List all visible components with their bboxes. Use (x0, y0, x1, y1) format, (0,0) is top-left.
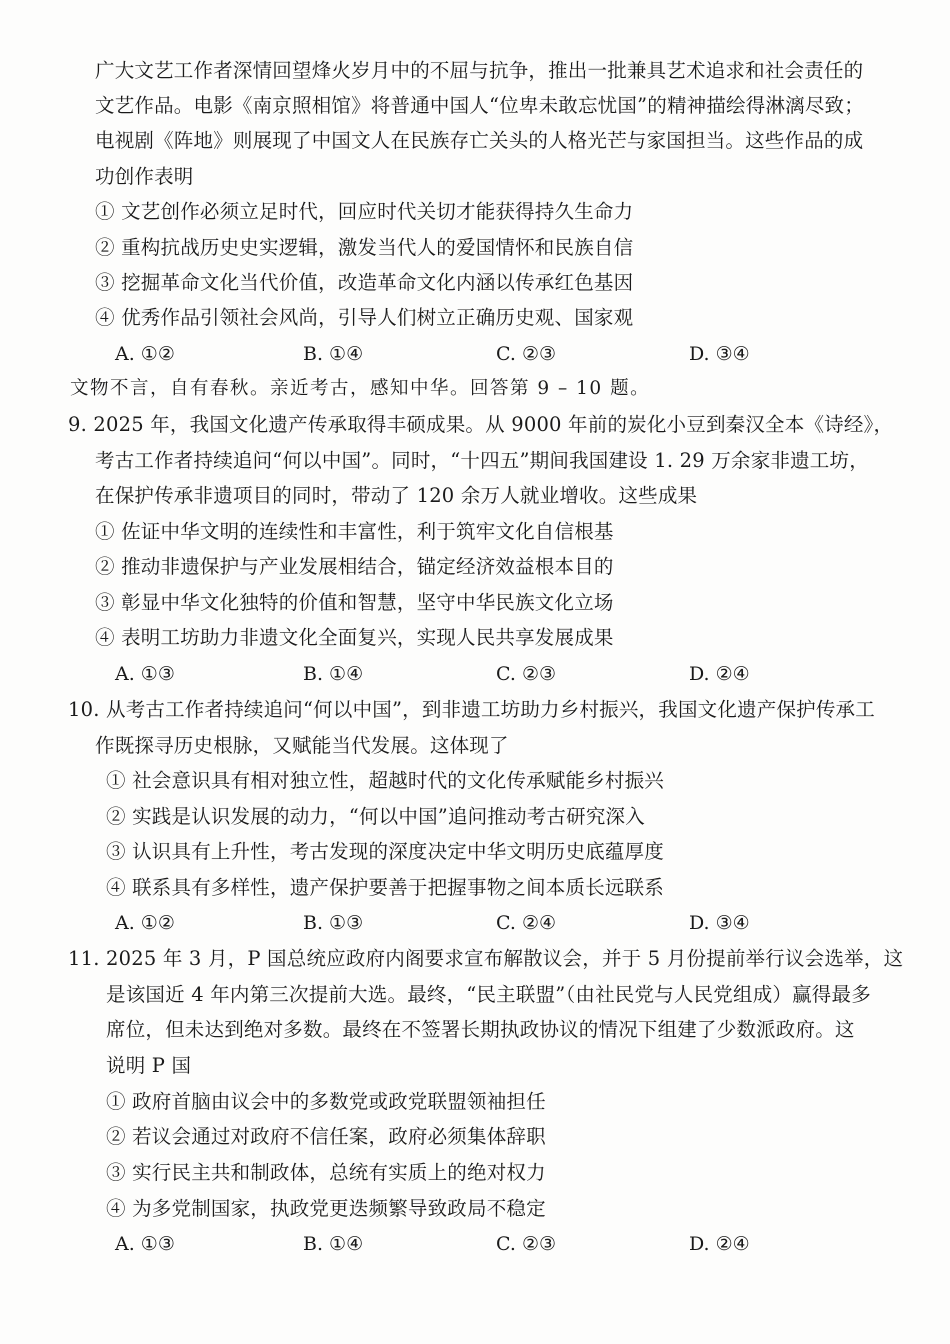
q11-statement: ① 政府首脑由议会中的多数党或政党联盟领袖担任 (106, 1090, 546, 1113)
q10-option-c[interactable]: C. ②④ (496, 912, 557, 934)
q8-stem-line: 广大文艺工作者深情回望烽火岁月中的不屈与抗争，推出一批兼具艺术追求和社会责任的 (95, 59, 864, 82)
q8-option-a[interactable]: A. ①② (115, 343, 175, 365)
q10-statement: ④ 联系具有多样性，遗产保护要善于把握事物之间本质长远联系 (106, 876, 664, 899)
q11-stem-line: 席位，但未达到绝对多数。最终在不签署长期执政协议的情况下组建了少数派政府。这 (106, 1018, 855, 1041)
q8-stem-line: 电视剧《阵地》则展现了中国文人在民族存亡关头的人格光芒与家国担当。这些作品的成 (95, 129, 864, 152)
q9-stem-line: 考古工作者持续追问“何以中国”。同时，“十四五”期间我国建设 1. 29 万余家非遗工坊， (95, 449, 869, 472)
q10-option-d[interactable]: D. ③④ (689, 912, 750, 934)
q9-statement: ④ 表明工坊助力非遗文化全面复兴，实现人民共享发展成果 (95, 626, 614, 649)
q8-statement: ③ 挖掘革命文化当代价值，改造革命文化内涵以传承红色基因 (95, 271, 634, 294)
q11-stem-line: 11. 2025 年 3 月，P 国总统应政府内阁要求宣布解散议会，并于 5 月份提前举行议会选举，这 (68, 947, 904, 970)
q11-stem-line: 说明 P 国 (106, 1054, 192, 1077)
q8-option-d[interactable]: D. ③④ (689, 343, 750, 365)
q9-option-b[interactable]: B. ①④ (303, 663, 364, 685)
q9-option-a[interactable]: A. ①③ (115, 663, 175, 685)
q9-stem-line: 在保护传承非遗项目的同时，带动了 120 余万人就业增收。这些成果 (95, 484, 698, 507)
q11-statement: ③ 实行民主共和制政体，总统有实质上的绝对权力 (106, 1161, 546, 1184)
q9-option-d[interactable]: D. ②④ (689, 663, 750, 685)
q10-statement: ② 实践是认识发展的动力，“何以中国”追问推动考古研究深入 (106, 805, 645, 828)
q11-option-d[interactable]: D. ②④ (689, 1233, 750, 1255)
q10-stem-line: 10. 从考古工作者持续追问“何以中国”，到非遗工坊助力乡村振兴，我国文化遗产保护传承工 (68, 698, 875, 721)
q9-statement: ③ 彰显中华文化独特的价值和智慧，坚守中华民族文化立场 (95, 591, 614, 614)
q8-option-b[interactable]: B. ①④ (303, 343, 364, 365)
q10-statement: ① 社会意识具有相对独立性，超越时代的文化传承赋能乡村振兴 (106, 769, 664, 792)
q9-statement: ② 推动非遗保护与产业发展相结合，锚定经济效益根本目的 (95, 555, 614, 578)
q8-statement: ② 重构抗战历史史实逻辑，激发当代人的爱国情怀和民族自信 (95, 236, 634, 259)
q11-stem-line: 是该国近 4 年内第三次提前大选。最终，“民主联盟”（由社民党与人民党组成）赢得最多 (106, 983, 871, 1006)
q11-statement: ④ 为多党制国家，执政党更迭频繁导致政局不稳定 (106, 1197, 546, 1220)
section-intro: 文物不言，自有春秋。亲近考古，感知中华。回答第 9 – 10 题。 (70, 378, 651, 399)
q8-option-c[interactable]: C. ②③ (496, 343, 557, 365)
q8-stem-line: 功创作表明 (95, 165, 194, 188)
q10-statement: ③ 认识具有上升性，考古发现的深度决定中华文明历史底蕴厚度 (106, 840, 664, 863)
q8-statement: ① 文艺创作必须立足时代，回应时代关切才能获得持久生命力 (95, 200, 634, 223)
q9-statement: ① 佐证中华文明的连续性和丰富性，利于筑牢文化自信根基 (95, 520, 614, 543)
q11-statement: ② 若议会通过对政府不信任案，政府必须集体辞职 (106, 1125, 546, 1148)
q8-statement: ④ 优秀作品引领社会风尚，引导人们树立正确历史观、国家观 (95, 306, 634, 329)
q8-stem-line: 文艺作品。电影《南京照相馆》将普通中国人“位卑未敢忘忧国”的精神描绘得淋漓尽致； (95, 94, 864, 117)
q10-option-b[interactable]: B. ①③ (303, 912, 364, 934)
q11-option-a[interactable]: A. ①③ (115, 1233, 175, 1255)
q10-option-a[interactable]: A. ①② (115, 912, 175, 934)
q9-option-c[interactable]: C. ②③ (496, 663, 557, 685)
q9-stem-line: 9. 2025 年，我国文化遗产传承取得丰硕成果。从 9000 年前的炭化小豆到秦汉全本《诗经》， (68, 413, 894, 436)
q11-option-b[interactable]: B. ①④ (303, 1233, 364, 1255)
q11-option-c[interactable]: C. ②③ (496, 1233, 557, 1255)
q10-stem-line: 作既探寻历史根脉，又赋能当代发展。这体现了 (95, 734, 509, 757)
